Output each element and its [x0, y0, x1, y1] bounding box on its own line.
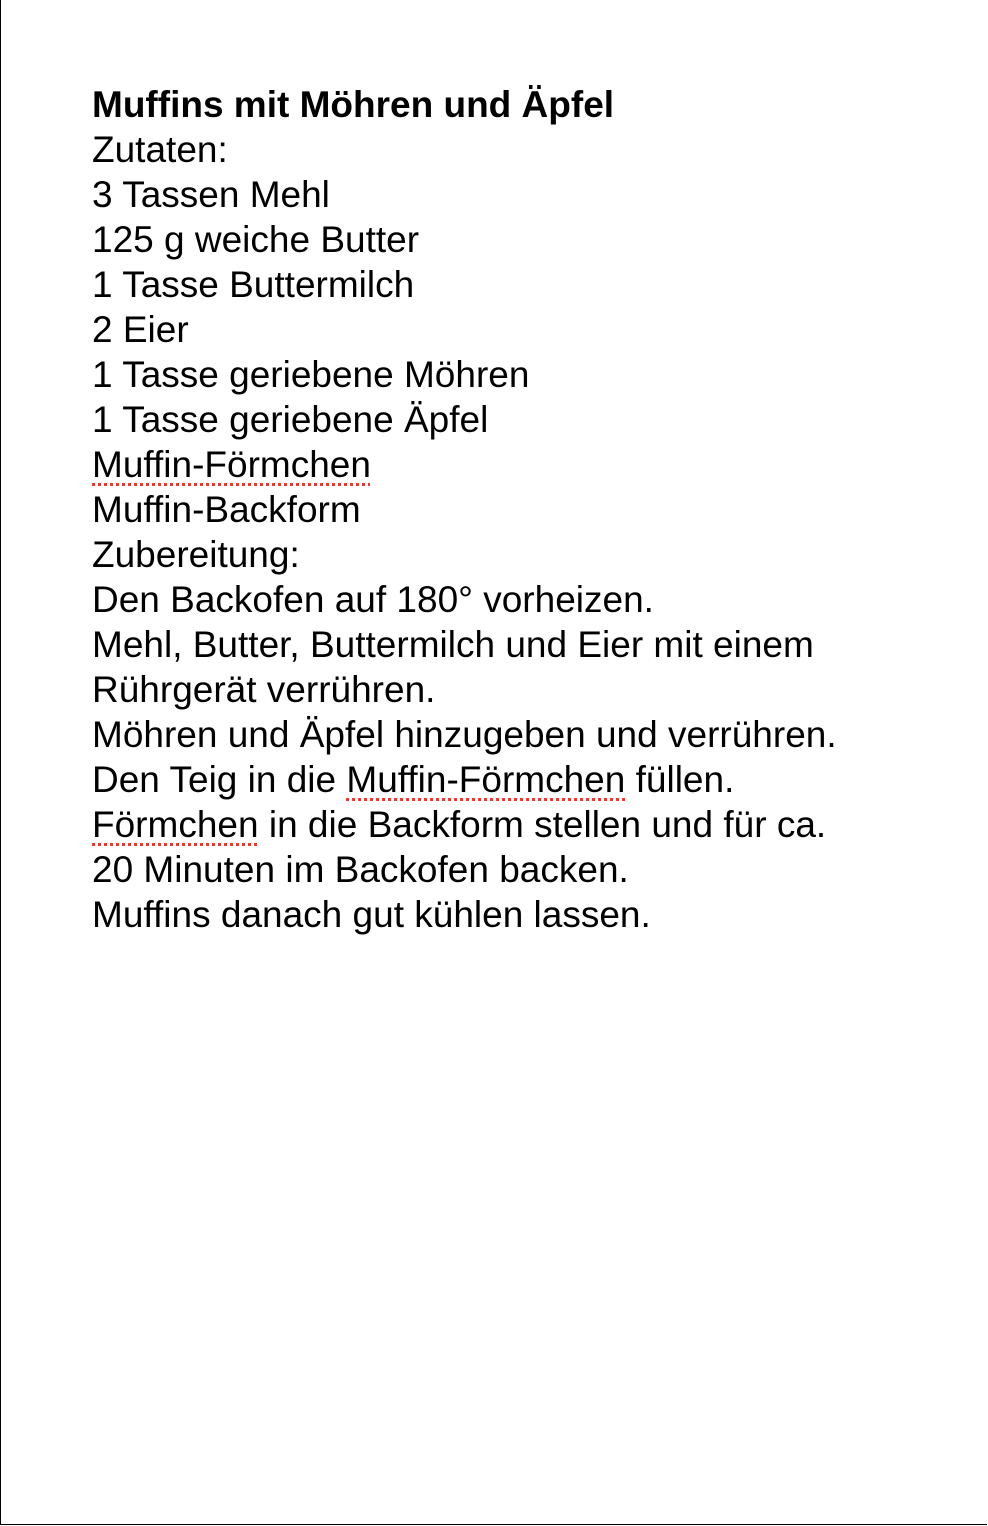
spellcheck-flagged-word[interactable]: Muffin-Förmchen	[346, 759, 626, 800]
preparation-step	[92, 757, 982, 802]
ingredient-item: 3 Tassen Mehl	[92, 174, 330, 215]
ingredient-item: 1 Tasse geriebene Äpfel	[92, 399, 489, 440]
ingredient-item: 2 Eier	[92, 309, 189, 350]
step-text: Den Teig in die	[92, 759, 347, 800]
preparation-step: Möhren und Äpfel hinzugeben und verrühren.	[92, 714, 837, 755]
ingredient-item: 125 g weiche Butter	[92, 219, 420, 260]
document-body[interactable]	[92, 82, 982, 937]
preparation-step: Mehl, Butter, Buttermilch und Eier mit einem	[92, 624, 814, 665]
preparation-step: Muffins danach gut kühlen lassen.	[92, 894, 651, 935]
preparation-step: Rührgerät verrühren.	[92, 669, 436, 710]
ingredient-item: 1 Tasse geriebene Möhren	[92, 354, 530, 395]
preparation-step: 20 Minuten im Backofen backen.	[92, 849, 629, 890]
step-text: in die Backform stellen und für ca.	[258, 804, 827, 845]
ingredients-heading: Zutaten:	[92, 129, 228, 170]
preparation-step	[92, 802, 982, 847]
ingredient-item: Muffin-Backform	[92, 489, 361, 530]
spellcheck-flagged-word[interactable]: Förmchen	[92, 804, 259, 845]
ingredient-item: 1 Tasse Buttermilch	[92, 264, 415, 305]
recipe-title: Muffins mit Möhren und Äpfel	[92, 84, 615, 125]
spellcheck-flagged-word[interactable]: Muffin-Förmchen	[92, 444, 371, 485]
ingredient-item	[92, 442, 982, 487]
preparation-step: Den Backofen auf 180° vorheizen.	[92, 579, 654, 620]
step-text: füllen.	[625, 759, 735, 800]
preparation-heading: Zubereitung:	[92, 534, 300, 575]
